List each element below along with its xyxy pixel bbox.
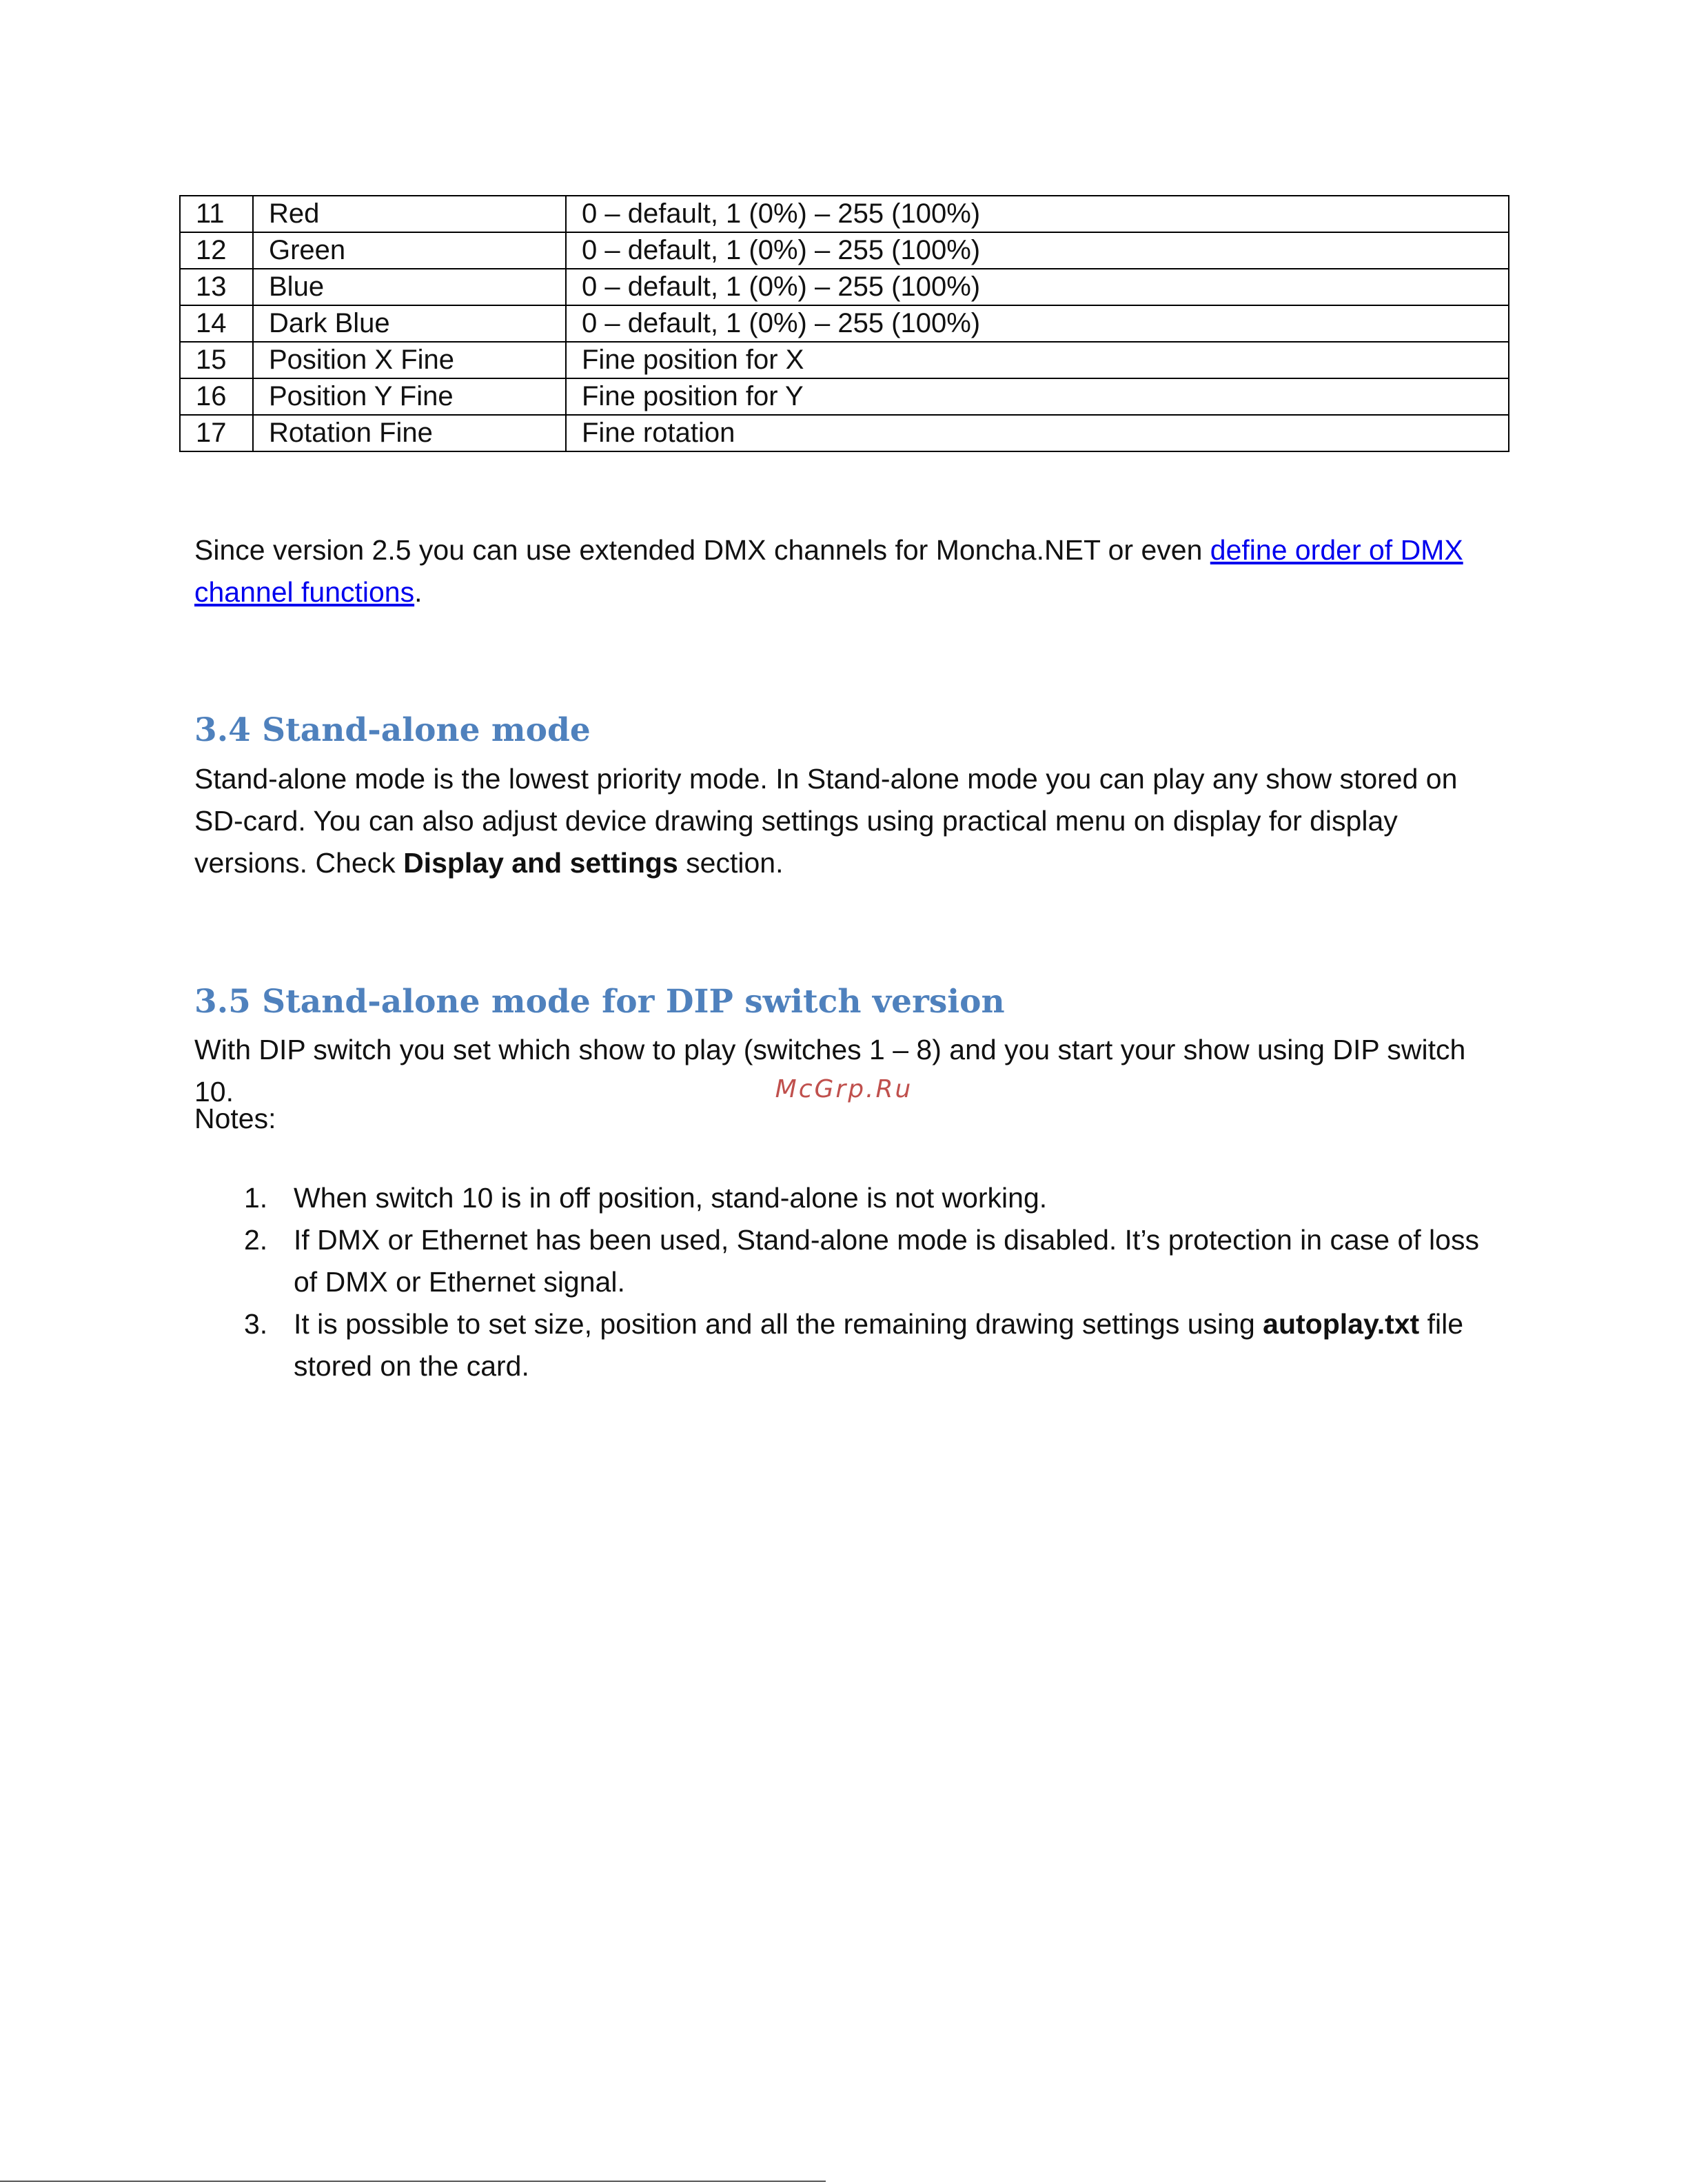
note-text: When switch 10 is in off position, stand-alone is not working. <box>294 1182 1048 1214</box>
table-row <box>180 342 1509 378</box>
dmx-channel-table <box>179 195 1509 452</box>
list-number: 2. <box>244 1224 268 1256</box>
channel-description: 0 – default, 1 (0%) – 255 (100%) <box>566 305 1509 342</box>
note-text: It is possible to set size, position and all the remaining drawing settings using <box>294 1308 1263 1340</box>
channel-name: Green <box>253 232 566 269</box>
table-row <box>180 415 1509 451</box>
channel-name: Red <box>253 196 566 232</box>
display-settings-bold: Display and settings <box>403 847 678 879</box>
list-item <box>194 1177 1504 1219</box>
intro-suffix: . <box>414 576 423 608</box>
channel-description: Fine position for X <box>566 342 1509 378</box>
intro-text: Since version 2.5 you can use extended DMX channels for Moncha.NET or even <box>194 534 1210 566</box>
section-3-4-body <box>194 758 1504 884</box>
body-text: section. <box>678 847 784 879</box>
list-number: 3. <box>244 1308 268 1340</box>
watermark: McGrp.Ru <box>775 1075 913 1103</box>
list-item <box>194 1303 1504 1387</box>
channel-number: 14 <box>180 305 253 342</box>
table-row <box>180 378 1509 415</box>
section-3-5-body: With DIP switch you set which show to play (switches 1 – 8) and you start your show using DIP switch 10. <box>194 1034 1466 1108</box>
autoplay-filename: autoplay.txt <box>1263 1308 1420 1340</box>
section-3-5-heading: 3.5 Stand-alone mode for DIP switch version <box>194 983 1005 1021</box>
channel-description: 0 – default, 1 (0%) – 255 (100%) <box>566 269 1509 305</box>
body-text: Stand-alone mode is the lowest priority mode. In Stand-alone mode you can play any show stored on SD-card. You can also adjust device drawing settings using practical menu on display for display versions. Check <box>194 763 1458 879</box>
channel-number: 13 <box>180 269 253 305</box>
dmx-order-link[interactable]: define order of DMX channel functions <box>194 534 1463 608</box>
channel-number: 16 <box>180 378 253 415</box>
channel-name: Blue <box>253 269 566 305</box>
channel-name: Position X Fine <box>253 342 566 378</box>
channel-number: 15 <box>180 342 253 378</box>
list-item <box>194 1219 1504 1303</box>
table-row <box>180 305 1509 342</box>
channel-name: Rotation Fine <box>253 415 566 451</box>
note-text: file stored on the card. <box>294 1308 1464 1382</box>
channel-number: 12 <box>180 232 253 269</box>
channel-description: Fine position for Y <box>566 378 1509 415</box>
channel-description: 0 – default, 1 (0%) – 255 (100%) <box>566 196 1509 232</box>
section-3-4-heading: 3.4 Stand-alone mode <box>194 711 591 749</box>
notes-label: Notes: <box>194 1103 276 1134</box>
table-row <box>180 269 1509 305</box>
table-row <box>180 196 1509 232</box>
intro-paragraph <box>194 529 1504 613</box>
footer-divider <box>0 2181 826 2182</box>
table-row <box>180 232 1509 269</box>
note-text: If DMX or Ethernet has been used, Stand-alone mode is disabled. It’s protection in case of loss of DMX or Ethernet signal. <box>294 1224 1479 1298</box>
channel-name: Position Y Fine <box>253 378 566 415</box>
channel-name: Dark Blue <box>253 305 566 342</box>
channel-description: Fine rotation <box>566 415 1509 451</box>
channel-number: 11 <box>180 196 253 232</box>
channel-number: 17 <box>180 415 253 451</box>
notes-list <box>194 1177 1504 1387</box>
list-number: 1. <box>244 1182 268 1214</box>
channel-description: 0 – default, 1 (0%) – 255 (100%) <box>566 232 1509 269</box>
